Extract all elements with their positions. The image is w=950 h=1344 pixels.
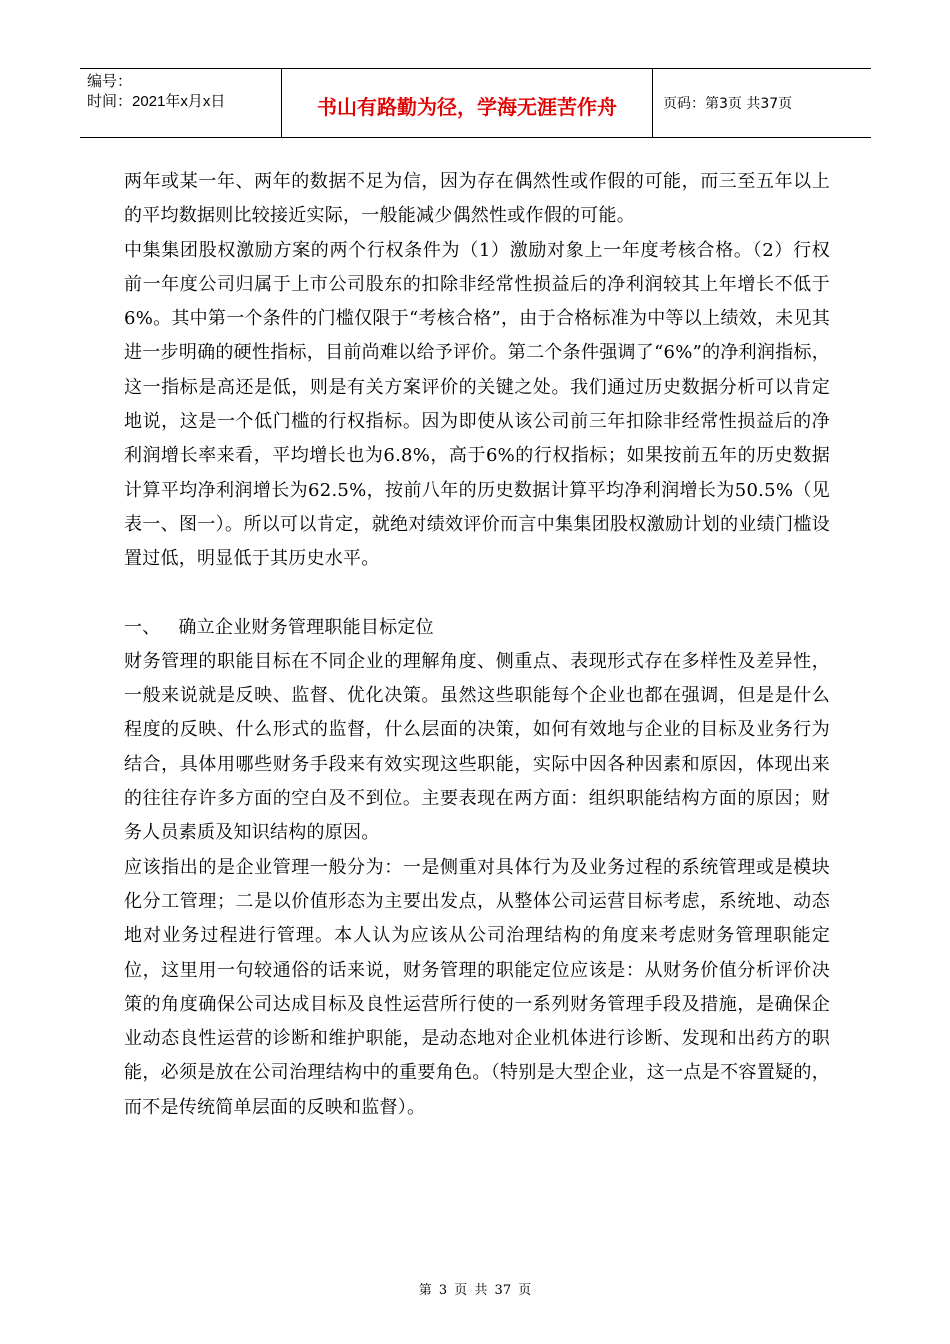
section-paragraph: 财务管理的职能目标在不同企业的理解角度、侧重点、表现形式存在多样性及差异性，一般来说就是反映、监督、优化决策。虽然这些职能每个企业也都在强调，但是是什么程度的反映、什么形式的监督，什么层面的决策，如何有效地与企业的目标及业务行为结合，具体用哪些财务手段来有效实现这些职能，实际中因各种因素和原因，体现出来的往往存许多方面的空白及不到位。主要表现在两方面：组织职能结构方面的原因；财务人员素质及知识结构的原因。 (124, 650, 830, 844)
header-motto: 书山有路勤为径，学海无涯苦作舟 (282, 69, 653, 137)
document-body (124, 165, 830, 1125)
page-header (80, 68, 871, 138)
document-number-label: 编号： (87, 73, 133, 90)
paragraph-gap (124, 577, 830, 611)
section-heading: 一、 确立企业财务管理职能目标定位 (124, 616, 434, 638)
page-footer: 第 3 页 共 37 页 (418, 1283, 532, 1298)
body-paragraph: 中集集团股权激励方案的两个行权条件为（1）激励对象上一年度考核合格。（2）行权前一年度公司归属于上市公司股东的扣除非经常性损益后的净利润较其上年增长不低于 6%。其中第一个条件的门槛仅限于“考核合格”，由于合格标准为中等以上绩效，未见其进一步明确的硬性指标，目前尚难以给予评价。第二个条件强调了“6%”的净利润指标，这一指标是高还是低，则是有关方案评价的关键之处。我们通过历史数据分析可以肯定地说，这是一个低门槛的行权指标。因为即使从该公司前三年扣除非经常性损益后的净利润增长率来看，平均增长也为6.8%，高于6%的行权指标；如果按前五年的历史数据计算平均净利润增长为62.5%，按前八年的历史数据计算平均净利润增长为50.5%（见表一、图一）。所以可以肯定，就绝对绩效评价而言中集集团股权激励计划的业绩门槛设置过低，明显低于其历史水平。 (124, 239, 830, 570)
header-page-indicator: 页码：第3页 共37页 (663, 96, 793, 112)
header-info-cell (80, 69, 282, 137)
section-paragraph: 应该指出的是企业管理一般分为：一是侧重对具体行为及业务过程的系统管理或是模块化分工管理；二是以价值形态为主要出发点，从整体公司运营目标考虑，系统地、动态地对业务过程进行管理。本人认为应该从公司治理结构的角度来考虑财务管理职能定位，这里用一句较通俗的话来说，财务管理的职能定位应该是：从财务价值分析评价决策的角度确保公司达成目标及良性运营所行使的一系列财务管理手段及措施，是确保企业动态良性运营的诊断和维护职能，是动态地对企业机体进行诊断、发现和出药方的职能，必须是放在公司治理结构中的重要角色。（特别是大型企业，这一点是不容置疑的，而不是传统简单层面的反映和监督）。 (124, 856, 830, 1118)
body-paragraph: 两年或某一年、两年的数据不足为信，因为存在偶然性或作假的可能，而三至五年以上的平均数据则比较接近实际，一般能减少偶然性或作假的可能。 (124, 171, 830, 227)
document-date-label: 时间：2021年x月x日 (87, 93, 226, 110)
